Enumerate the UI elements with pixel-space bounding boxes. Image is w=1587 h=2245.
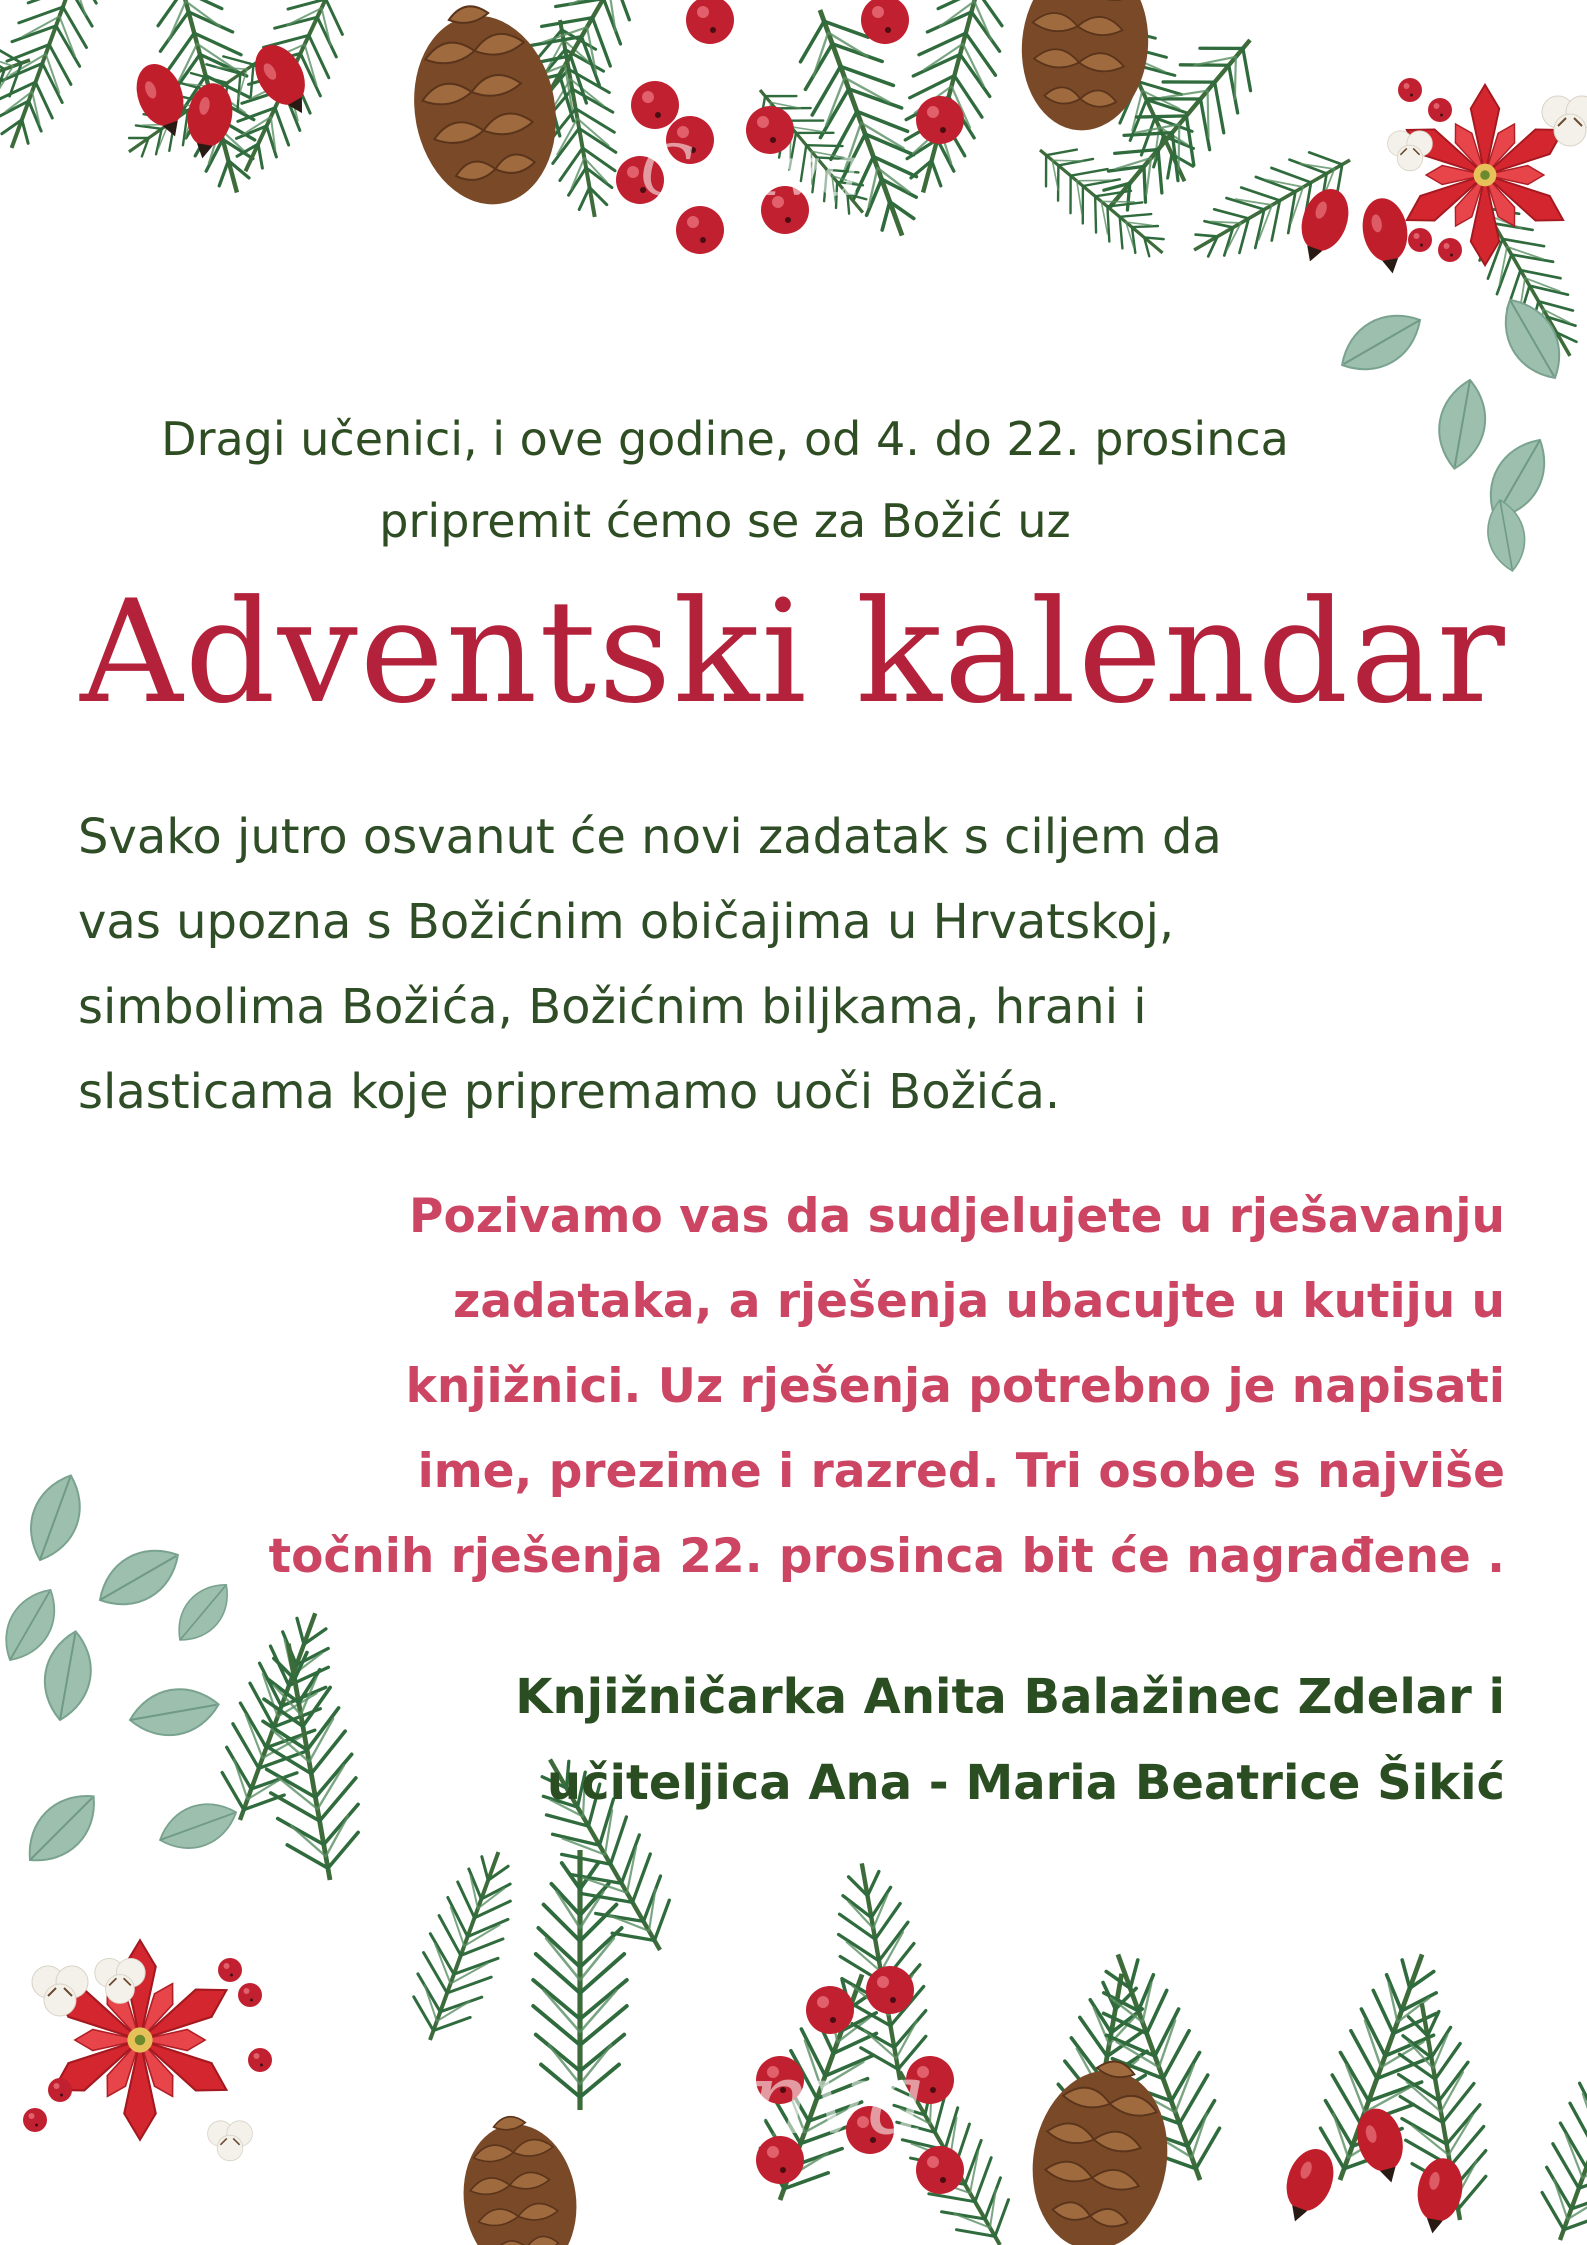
canva-watermark-top: Canva <box>640 130 862 212</box>
intro-line: Dragi učenici, i ove godine, od 4. do 22. prosinca <box>161 412 1289 466</box>
signature-block <box>385 1654 1505 1826</box>
description-line: simbolima Božića, Božićnim biljkama, hrani i <box>78 979 1147 1035</box>
invitation-line: zadataka, a rješenja ubacujte u kutiju u <box>452 1274 1505 1329</box>
description-line: slasticama koje pripremamo uoči Božića. <box>78 1064 1061 1120</box>
signature-line: Knjižničarka Anita Balažinec Zdelar i <box>515 1669 1505 1725</box>
invitation-line: Pozivamo vas da sudjelujete u rješavanju <box>409 1189 1505 1244</box>
invitation-line: ime, prezime i razred. Tri osobe s najviše <box>417 1444 1505 1499</box>
poster-title: Adventski kalendar <box>80 570 1507 735</box>
description-line: vas upozna s Božićnim običajima u Hrvatskoj, <box>78 894 1175 950</box>
intro-line: pripremit ćemo se za Božić uz <box>379 494 1071 548</box>
invitation-paragraph <box>255 1174 1505 1599</box>
invitation-line: knjižnici. Uz rješenja potrebno je napisati <box>405 1359 1505 1414</box>
signature-line: učiteljica Ana - Maria Beatrice Šikić <box>546 1755 1505 1811</box>
canva-watermark-bottom: Canva <box>610 2040 927 2157</box>
description-paragraph <box>78 795 1318 1135</box>
intro-text <box>60 398 1390 562</box>
invitation-line: točnih rješenja 22. prosinca bit će nagrađene . <box>268 1529 1505 1584</box>
description-line: Svako jutro osvanut će novi zadatak s ciljem da <box>78 809 1222 865</box>
